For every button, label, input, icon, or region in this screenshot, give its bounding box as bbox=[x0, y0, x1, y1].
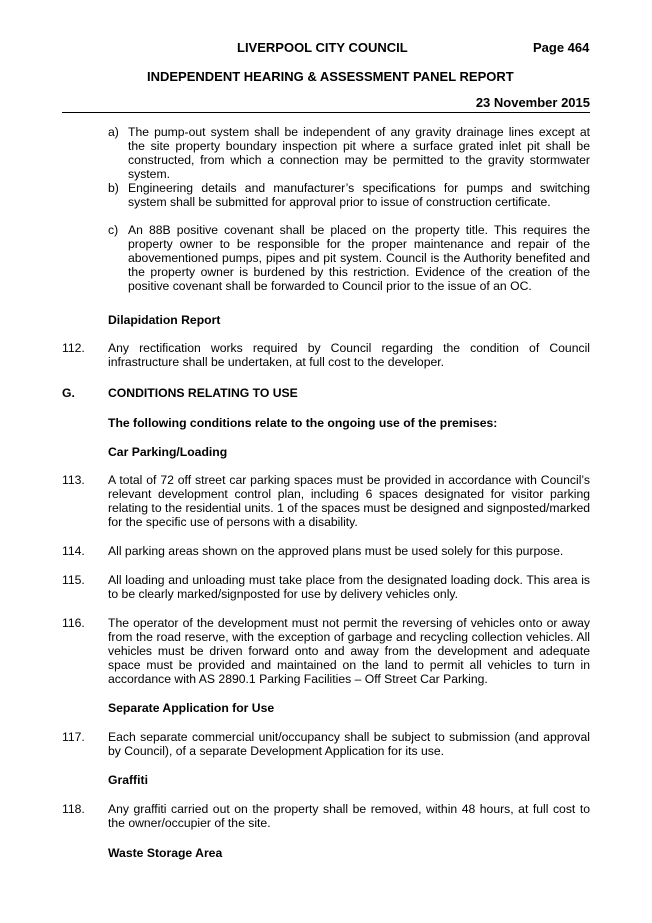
condition-number: 115. bbox=[62, 573, 85, 587]
condition-112 bbox=[62, 341, 590, 369]
condition-number: 117. bbox=[62, 730, 85, 744]
sub-item-c bbox=[108, 223, 590, 293]
heading-car-parking: Car Parking/Loading bbox=[108, 445, 228, 459]
document-body bbox=[62, 125, 590, 860]
sub-item-label: c) bbox=[108, 223, 119, 237]
condition-text: All parking areas shown on the approved plans must be used solely for this purpose. bbox=[108, 544, 564, 558]
condition-text: All loading and unloading must take place from the designated loading dock. This area is to be clearly marked/signposted for use by delivery vehicles only. bbox=[108, 573, 590, 601]
sub-item-text: Engineering details and manufacturer’s specifications for pumps and switching system shall be submitted for approval prior to issue of construction certificate. bbox=[128, 181, 590, 209]
condition-text: A total of 72 off street car parking spaces must be provided in accordance with Council’s relevant development control plan, including 6 spaces designated for visitor parking relating to the residential units. 1 of the spaces must be designed and signposted/marked for the specific use of persons with a disability. bbox=[108, 473, 590, 529]
condition-number: 113. bbox=[62, 473, 85, 487]
sub-item-text: An 88B positive covenant shall be placed on the property title. This requires the property owner to be responsible for the proper maintenance and repair of the abovementioned pumps, pipes and pit system. Council is the Authority benefited and the property owner is burdened by this restriction. Evidence of the creation of the positive covenant shall be forwarded to Council prior to the issue of an OC. bbox=[128, 223, 590, 293]
condition-117 bbox=[62, 730, 590, 758]
heading-dilapidation: Dilapidation Report bbox=[108, 313, 221, 327]
sub-item-a bbox=[108, 125, 590, 181]
heading-separate-application: Separate Application for Use bbox=[108, 701, 275, 715]
header-rule bbox=[62, 112, 590, 113]
condition-text: Any rectification works required by Council regarding the condition of Council infrastructure shall be undertaken, at full cost to the developer. bbox=[108, 341, 590, 369]
page-number: Page 464 bbox=[533, 40, 590, 55]
condition-number: 112. bbox=[62, 341, 85, 355]
heading-waste-storage: Waste Storage Area bbox=[108, 846, 223, 860]
section-label: G. bbox=[62, 386, 75, 400]
condition-number: 118. bbox=[62, 802, 85, 816]
condition-text: Any graffiti carried out on the property shall be removed, within 48 hours, at full cost to the owner/occupier of the site. bbox=[108, 802, 590, 830]
sub-item-text: The pump-out system shall be independent of any gravity drainage lines except at the site property boundary inspection pit where a surface grated inlet pit shall be constructed, from which a connection may be permitted to the gravity stormwater system. bbox=[128, 125, 590, 181]
condition-text: Each separate commercial unit/occupancy shall be subject to submission (and approval by Council), of a separate Development Application for its use. bbox=[108, 730, 590, 758]
section-intro: The following conditions relate to the ongoing use of the premises: bbox=[108, 416, 498, 430]
report-date: 23 November 2015 bbox=[475, 95, 590, 110]
condition-118 bbox=[62, 802, 590, 830]
heading-graffiti: Graffiti bbox=[108, 773, 148, 787]
sub-item-label: b) bbox=[108, 181, 119, 195]
condition-number: 114. bbox=[62, 544, 85, 558]
section-title: CONDITIONS RELATING TO USE bbox=[108, 386, 298, 400]
condition-113 bbox=[62, 473, 590, 529]
council-name: LIVERPOOL CITY COUNCIL bbox=[237, 40, 408, 55]
condition-115 bbox=[62, 573, 590, 601]
section-g-heading bbox=[62, 386, 590, 400]
sub-item-b bbox=[108, 181, 590, 209]
condition-text: The operator of the development must not permit the reversing of vehicles onto or away from the road reserve, with the exception of garbage and recycling collection vehicles. All vehicles must be driven forward onto and away from the development and adequate space must be provided and maintained on the land to permit all vehicles to turn in accordance with AS 2890.1 Parking Facilities – Off Street Car Parking. bbox=[108, 616, 590, 686]
report-title: INDEPENDENT HEARING & ASSESSMENT PANEL REPORT bbox=[147, 69, 514, 84]
sub-item-label: a) bbox=[108, 125, 119, 139]
condition-114 bbox=[62, 544, 590, 558]
condition-116 bbox=[62, 616, 590, 686]
condition-number: 116. bbox=[62, 616, 85, 630]
